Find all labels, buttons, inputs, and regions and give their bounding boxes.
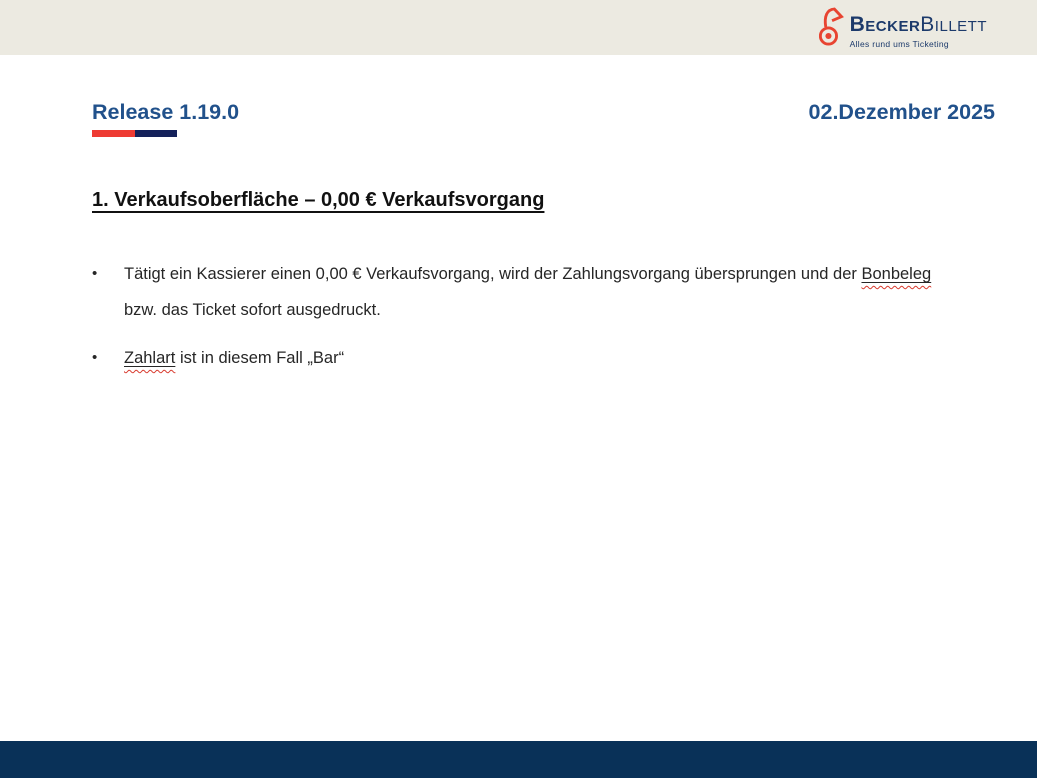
accent-bar-navy-segment (135, 130, 178, 137)
logo-text-block (850, 4, 987, 49)
bullet-item (92, 340, 944, 376)
underlined-spellchecked-word (861, 265, 931, 283)
bullet-list (92, 256, 944, 376)
bullet-text (124, 340, 944, 376)
bullet-text-segment: Tätigt ein Kassierer einen 0,00 € Verkaufsvorgang, wird der Zahlungsvorgang übersprungen und der (124, 265, 862, 283)
title-accent-bar (92, 130, 177, 137)
bullet-marker: • (92, 265, 98, 282)
bullet-text-segment: ist in diesem Fall „Bar“ (175, 349, 345, 367)
bullet-text (124, 256, 944, 328)
accent-bar-red-segment (92, 130, 135, 137)
becker-billett-mark-icon (819, 5, 846, 54)
brand-name-secondary: Billett (920, 13, 987, 36)
brand-tagline: Alles rund ums Ticketing (849, 39, 949, 49)
footer-band (0, 741, 1037, 778)
page-title: Release 1.19.0 (92, 100, 240, 124)
section-heading: 1. Verkaufsoberfläche – 0,00 € Verkaufsvorgang (92, 189, 545, 211)
brand-name-primary: Becker (849, 13, 921, 36)
header-band (0, 0, 1037, 55)
spellcheck-squiggle-word: Bonbeleg (861, 265, 932, 283)
bullet-marker: • (92, 349, 98, 366)
bullet-text-segment: bzw. das Ticket sofort ausgedruckt. (124, 301, 381, 319)
company-logo (819, 4, 987, 54)
release-date: 02.Dezember 2025 (808, 100, 995, 124)
bullet-item (92, 256, 944, 328)
brand-name (850, 13, 987, 37)
spellcheck-squiggle-word: Zahlart (124, 349, 176, 367)
underlined-spellchecked-word (124, 349, 175, 367)
